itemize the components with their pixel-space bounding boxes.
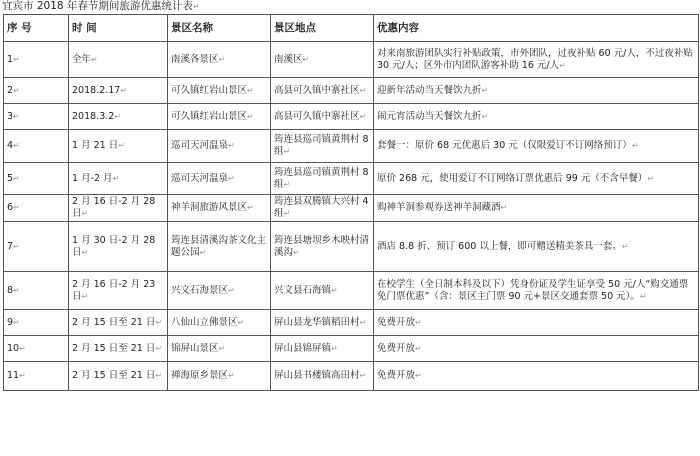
cell-location: 屏山县锦屏镇↵ xyxy=(271,336,374,362)
return-mark: ↵ xyxy=(283,179,291,189)
table-row xyxy=(4,310,699,336)
cell-no: 11↵ xyxy=(4,362,69,391)
cell-location: 筠连县双腾镇大兴村 4 组↵ xyxy=(271,195,374,222)
document-title: 宜宾市 2018 年春节期间旅游优惠统计表↵ xyxy=(2,0,200,12)
return-mark: ↵ xyxy=(247,85,254,95)
table-header-row xyxy=(4,15,699,42)
cell-location: 高县可久镇中寨社区↵ xyxy=(271,104,374,130)
cell-scenic-name: 神羊洞旅游风景区↵ xyxy=(168,195,271,222)
table-row xyxy=(4,42,699,78)
cell-time: 全年↵ xyxy=(69,42,168,78)
return-mark: ↵ xyxy=(283,147,291,156)
table-row xyxy=(4,272,699,310)
return-mark: ↵ xyxy=(559,60,566,70)
header-location: 景区地点 xyxy=(271,15,374,42)
header-discount: 优惠内容 xyxy=(374,15,699,42)
return-mark: ↵ xyxy=(228,141,235,150)
cell-time: 2 月 16 日-2 月 28 日↵ xyxy=(69,195,168,222)
cell-discount: 免费开放↵ xyxy=(374,310,699,336)
cell-no: 2↵ xyxy=(4,78,69,104)
cell-time: 1 月 21 日↵ xyxy=(69,130,168,163)
header-no: 序 号 xyxy=(4,15,69,42)
return-mark: ↵ xyxy=(283,209,291,218)
return-mark: ↵ xyxy=(13,54,20,64)
return-mark: ↵ xyxy=(481,111,489,121)
cell-scenic-name: 可久镇红岩山景区↵ xyxy=(168,104,271,130)
cell-no: 7↵ xyxy=(4,222,69,272)
return-mark: ↵ xyxy=(81,291,89,301)
return-mark: ↵ xyxy=(247,111,254,121)
return-mark: ↵ xyxy=(415,317,422,327)
return-mark: ↵ xyxy=(155,343,163,353)
cell-no: 6↵ xyxy=(4,195,69,222)
return-mark: ↵ xyxy=(228,371,235,380)
table-body xyxy=(4,42,699,391)
table-row xyxy=(4,222,699,272)
cell-no: 5↵ xyxy=(4,163,69,195)
cell-discount: 酒店 8.8 折、预订 600 以上餐，即可赠送精美茶具一套。↵ xyxy=(374,222,699,272)
cell-scenic-name: 筠连县清溪沟茶文化主题公园↵ xyxy=(168,222,271,272)
discount-table xyxy=(3,14,699,391)
cell-scenic-name: 兴文石海景区↵ xyxy=(168,272,271,310)
cell-no: 8↵ xyxy=(4,272,69,310)
cell-location: 筠连县塘坝乡木映村清溪沟↵ xyxy=(271,222,374,272)
header-scenic-name: 景区名称 xyxy=(168,15,271,42)
cell-discount: 购神羊洞参观券送神羊洞藏酒↵ xyxy=(374,195,699,222)
return-mark: ↵ xyxy=(302,54,310,64)
cell-time: 1 月-2 月↵ xyxy=(69,163,168,195)
return-mark: ↵ xyxy=(621,241,629,251)
cell-time: 2 月 15 日至 21 日↵ xyxy=(69,310,168,336)
header-time: 时 间 xyxy=(69,15,168,42)
cell-discount: 迎新年活动当天餐饮九折↵ xyxy=(374,78,699,104)
return-mark: ↵ xyxy=(237,317,245,327)
return-mark: ↵ xyxy=(13,241,20,251)
return-mark: ↵ xyxy=(118,141,125,150)
return-mark: ↵ xyxy=(13,141,20,150)
return-mark: ↵ xyxy=(331,285,338,295)
return-mark: ↵ xyxy=(359,85,367,95)
cell-time: 2 月 15 日至 21 日↵ xyxy=(69,362,168,391)
cell-scenic-name: 八仙山立佛景区↵ xyxy=(168,310,271,336)
cell-discount: 在校学生（全日制本科及以下）凭身份证及学生证享受 50 元/人“购交通票免门票优惠”（含：景区主门票 90 元+景区交通套票 50 元）。↵ xyxy=(374,272,699,310)
cell-scenic-name: 可久镇红岩山景区↵ xyxy=(168,78,271,104)
return-mark: ↵ xyxy=(13,285,20,295)
return-mark: ↵ xyxy=(481,85,489,95)
return-mark: ↵ xyxy=(19,343,26,353)
table-row xyxy=(4,336,699,362)
return-mark: ↵ xyxy=(13,203,20,212)
return-mark: ↵ xyxy=(13,317,20,327)
return-mark: ↵ xyxy=(218,343,226,353)
return-mark: ↵ xyxy=(500,203,508,212)
return-mark: ↵ xyxy=(247,203,254,212)
cell-no: 10↵ xyxy=(4,336,69,362)
cell-discount: 免费开放↵ xyxy=(374,362,699,391)
return-mark: ↵ xyxy=(631,141,639,150)
cell-scenic-name: 禅海原乡景区↵ xyxy=(168,362,271,391)
cell-scenic-name: 锦屏山景区↵ xyxy=(168,336,271,362)
return-mark: ↵ xyxy=(218,54,226,64)
cell-location: 兴文县石海镇↵ xyxy=(271,272,374,310)
return-mark: ↵ xyxy=(359,111,367,121)
return-mark: ↵ xyxy=(112,173,120,183)
cell-no: 3↵ xyxy=(4,104,69,130)
table-row xyxy=(4,130,699,163)
return-mark: ↵ xyxy=(228,285,235,295)
return-mark: ↵ xyxy=(359,317,367,327)
return-mark: ↵ xyxy=(91,54,98,64)
return-mark: ↵ xyxy=(199,247,207,257)
cell-location: 筠连县巡司镇黄荆村 8 组↵ xyxy=(271,130,374,163)
cell-time: 2018.3.2↵ xyxy=(69,104,168,130)
table-row xyxy=(4,195,699,222)
cell-no: 4↵ xyxy=(4,130,69,163)
cell-discount: 免费开放↵ xyxy=(374,336,699,362)
return-mark: ↵ xyxy=(228,173,235,183)
return-mark: ↵ xyxy=(81,209,89,218)
table-row xyxy=(4,104,699,130)
return-mark: ↵ xyxy=(13,173,20,183)
return-mark: ↵ xyxy=(155,317,163,327)
table-row xyxy=(4,362,699,391)
return-mark: ↵ xyxy=(13,85,20,95)
cell-discount: 套餐一：原价 68 元优惠后 30 元（仅限爱订不订网络预订）↵ xyxy=(374,130,699,163)
cell-scenic-name: 巡司天河温泉↵ xyxy=(168,130,271,163)
return-mark: ↵ xyxy=(19,371,26,380)
cell-no: 1↵ xyxy=(4,42,69,78)
cell-time: 2 月 16 日-2 月 23 日↵ xyxy=(69,272,168,310)
cell-scenic-name: 南溪各景区↵ xyxy=(168,42,271,78)
table-row xyxy=(4,163,699,195)
return-mark: ↵ xyxy=(114,111,122,121)
cell-location: 筠连县巡司镇黄荆村 8 组↵ xyxy=(271,163,374,195)
cell-discount: 原价 268 元，使用爱订不订网络订票优惠后 99 元（不含早餐）↵ xyxy=(374,163,699,195)
cell-time: 2018.2.17↵ xyxy=(69,78,168,104)
return-mark: ↵ xyxy=(155,371,163,380)
return-mark: ↵ xyxy=(415,371,422,380)
cell-location: 南溪区↵ xyxy=(271,42,374,78)
cell-discount: 对来南旅游团队实行补贴政策，市外团队，过夜补贴 60 元/人，不过夜补贴 30 元/人；区外市内团队游客补助 16 元/人↵ xyxy=(374,42,699,78)
return-mark: ↵ xyxy=(13,111,20,121)
return-mark: ↵ xyxy=(359,371,367,380)
table-row xyxy=(4,78,699,104)
return-mark: ↵ xyxy=(639,291,647,301)
cell-location: 屏山县龙华镇稻田村↵ xyxy=(271,310,374,336)
cell-scenic-name: 巡司天河温泉↵ xyxy=(168,163,271,195)
cell-time: 1 月 30 日-2 月 28 日↵ xyxy=(69,222,168,272)
return-mark: ↵ xyxy=(120,85,128,95)
return-mark: ↵ xyxy=(192,2,200,11)
cell-no: 9↵ xyxy=(4,310,69,336)
return-mark: ↵ xyxy=(331,343,338,353)
cell-location: 屏山县书楼镇高田村↵ xyxy=(271,362,374,391)
return-mark: ↵ xyxy=(81,247,89,257)
cell-discount: 闹元宵活动当天餐饮九折↵ xyxy=(374,104,699,130)
return-mark: ↵ xyxy=(415,343,422,353)
cell-time: 2 月 15 日至 21 日↵ xyxy=(69,336,168,362)
return-mark: ↵ xyxy=(647,173,655,183)
return-mark: ↵ xyxy=(293,247,300,257)
cell-location: 高县可久镇中寨社区↵ xyxy=(271,78,374,104)
